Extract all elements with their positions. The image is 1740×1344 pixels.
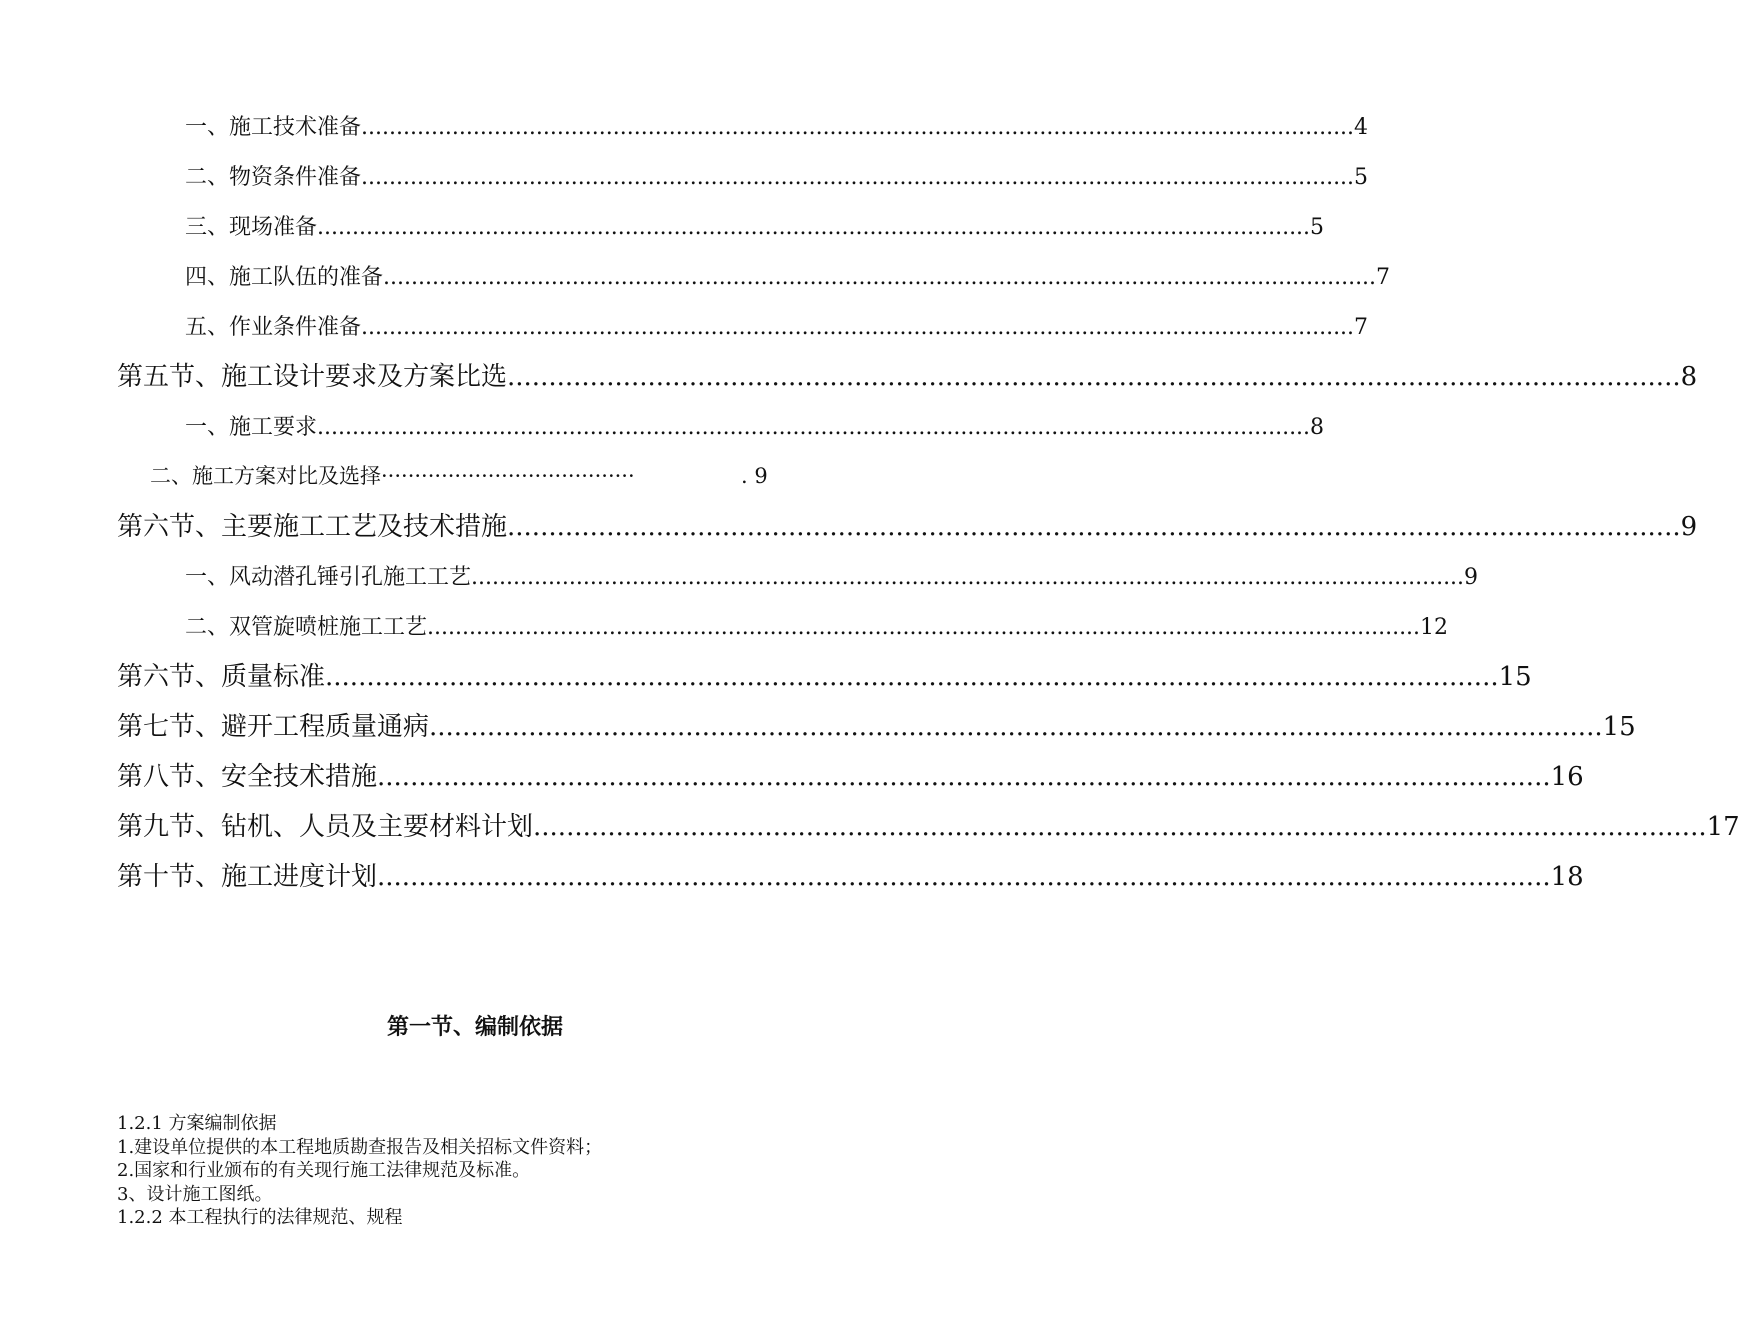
toc-entry-page: 5 — [1310, 215, 1325, 240]
toc-leader-dots: .............................................................................................................................................. — [325, 662, 1499, 692]
toc-entry-title: 第十节、施工进度计划 — [117, 862, 378, 892]
toc-leader-dots: .............................................................................................................................................. — [429, 712, 1603, 742]
toc-leader-dots: .............................................................................................................................................. — [383, 265, 1377, 290]
body-line: 1.2.2 本工程执行的法律规范、规程 — [117, 1207, 403, 1228]
toc-entry-title: 二、物资条件准备 — [185, 165, 362, 190]
toc-entry-title: 三、现场准备 — [185, 215, 318, 240]
toc-leader-dots: .............................................................................................................................................. — [377, 862, 1551, 892]
toc-entry-title: 四、施工队伍的准备 — [185, 265, 384, 290]
toc-entry-page: 4 — [1354, 115, 1369, 140]
toc-entry-title: 一、施工技术准备 — [185, 115, 362, 140]
toc-entry-page: 9 — [1680, 512, 1698, 542]
toc-entry-page: 15 — [1602, 712, 1636, 742]
toc-entry-title: 第六节、主要施工工艺及技术措施 — [117, 512, 508, 542]
toc-leader-dots: .............................................................................................................................................. — [507, 512, 1681, 542]
toc-leader-dots: .............................................................................................................................................. — [317, 415, 1311, 440]
toc-entry-page: 15 — [1498, 662, 1532, 692]
toc-entry-title: 第九节、钻机、人员及主要材料计划 — [117, 812, 534, 842]
toc-entry-page: . 9 — [741, 464, 768, 488]
toc-entry-page: 12 — [1420, 615, 1449, 640]
toc-entry-page: 7 — [1354, 315, 1369, 340]
toc-entry-title: 第六节、质量标准 — [117, 662, 326, 692]
toc-entry-page: 8 — [1310, 415, 1325, 440]
toc-entry-title: 第七节、避开工程质量通病 — [117, 712, 430, 742]
toc-entry-page: 5 — [1354, 165, 1369, 190]
body-line: 1.2.1 方案编制依据 — [117, 1113, 277, 1134]
toc-entry-page: 18 — [1550, 862, 1584, 892]
toc-entry-page: 9 — [1464, 565, 1479, 590]
toc-entry-title: 第八节、安全技术措施 — [117, 762, 378, 792]
toc-entry-page: 8 — [1680, 362, 1698, 392]
toc-entry-title: 五、作业条件准备 — [185, 315, 362, 340]
toc-entry-title: 第五节、施工设计要求及方案比选 — [117, 362, 508, 392]
toc-leader-dots: ······································ — [381, 464, 635, 488]
toc-entry-page: 17 — [1706, 812, 1740, 842]
toc-leader-dots: .............................................................................................................................................. — [471, 565, 1465, 590]
body-line: 1.建设单位提供的本工程地质勘查报告及相关招标文件资料； — [117, 1136, 603, 1158]
body-text — [117, 1112, 602, 1230]
toc-leader-dots: .............................................................................................................................................. — [317, 215, 1311, 240]
toc-entry-title: 二、施工方案对比及选择 — [150, 464, 381, 488]
toc-leader-dots: .............................................................................................................................................. — [361, 115, 1355, 140]
toc-leader-dots: .............................................................................................................................................. — [507, 362, 1681, 392]
toc-leader-dots: .............................................................................................................................................. — [361, 315, 1355, 340]
section-heading: 第一节、编制依据 — [386, 1014, 563, 1040]
toc-leader-dots: .............................................................................................................................................. — [377, 762, 1551, 792]
toc-leader-dots: .............................................................................................................................................. — [361, 165, 1355, 190]
toc-leader-dots: .............................................................................................................................................. — [533, 812, 1707, 842]
toc-entry-page: 16 — [1550, 762, 1584, 792]
toc-entry-title: 一、施工要求 — [185, 415, 318, 440]
toc-leader-dots: .............................................................................................................................................. — [427, 615, 1421, 640]
body-line: 2.国家和行业颁布的有关现行施工法律规范及标准。 — [117, 1160, 531, 1181]
toc-entry-page: 7 — [1376, 265, 1391, 290]
toc-entry-title: 二、双管旋喷桩施工工艺 — [185, 615, 428, 640]
toc-entry-title: 一、风动潜孔锤引孔施工工艺 — [185, 565, 472, 590]
body-line: 3、设计施工图纸。 — [117, 1183, 273, 1205]
